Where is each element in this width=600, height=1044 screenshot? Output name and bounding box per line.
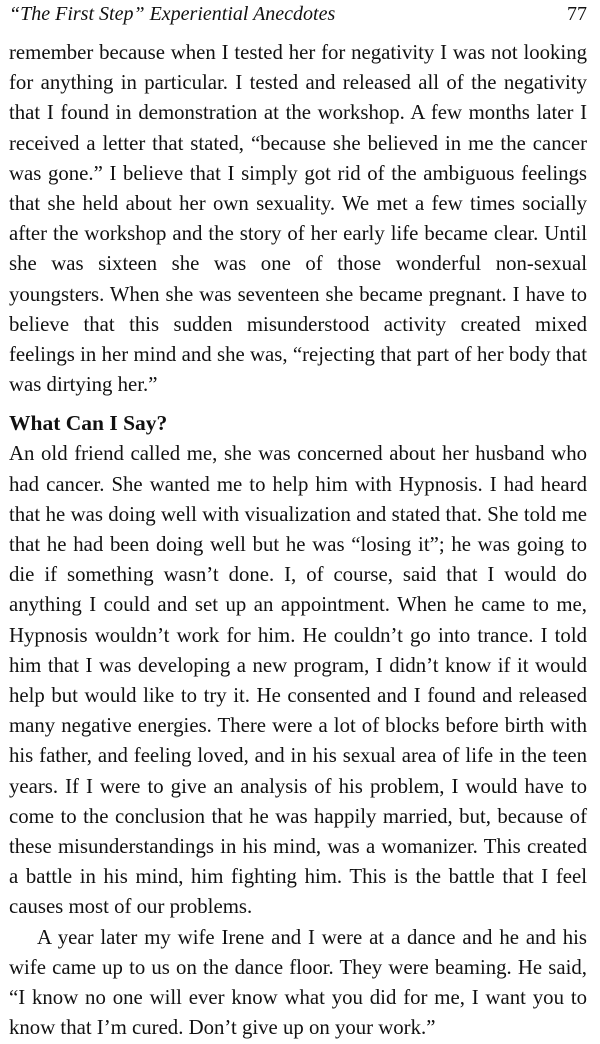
body-paragraph: An old friend called me, she was concerned about her husband who had cancer. She wanted me to help him with Hypnosis. I had heard that he was doing well with visualization and stated that. She told me that he had been doing well but he was “losing it”; he was going to die if something wasn’t done. I, of course, said that I would do anything I could and set up an appointment. When he came to me, Hypnosis wouldn’t work for him. He couldn’t go into trance. I told him that I was developing a new program, I didn’t know if it would help but would like to try it. He consented and I found and released many negative energies. There were a lot of blocks before birth with his father, and feeling loved, and in his sexual area of life in the teen years. If I were to give an analysis of his problem, I would have to come to the conclusion that he was happily married, but, because of these misunderstandings in his mind, was a womanizer. This created a battle in his mind, him fighting him. This is the battle that I feel causes most of our problems. [9, 442, 587, 919]
section-heading: What Can I Say? [9, 411, 168, 436]
body-paragraph: A year later my wife Irene and I were at a dance and he and his wife came up to us on the dance floor. They were beaming. He said, “I know no one will ever know what you did for me, I want you to know that I’m cured. Don’t give up on your work.” [9, 925, 587, 1040]
running-title: “The First Step” Experiential Anecdotes [9, 3, 336, 25]
body-paragraph: remember because when I tested her for negativity I was not looking for anything in particular. I tested and released all of the negativity that I found in demonstration at the workshop. A few months later I received a letter that stated, “because she believed in me the cancer was gone.” I believe that I simply got rid of the ambiguous feelings that she held about her own sexuality. We met a few times socially after the workshop and the story of her early life became clear. Until she was sixteen she was one of those wonderful non-sexual youngsters. When she was seventeen she became pregnant. I have to believe that this sudden misunderstood activity created mixed feelings in her mind and she was, “rejecting that part of her body that was dirtying her.” [9, 41, 587, 397]
running-header [9, 0, 587, 38]
page-number: 77 [567, 3, 587, 25]
